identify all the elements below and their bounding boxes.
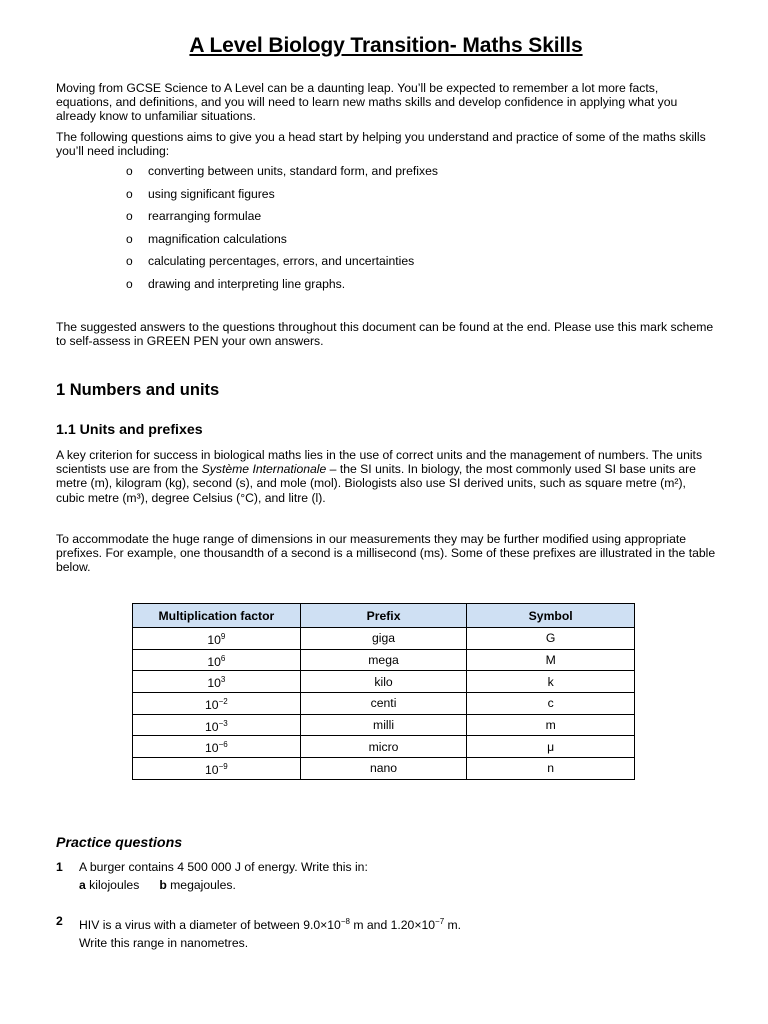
table-row — [133, 714, 635, 736]
table-row — [133, 649, 635, 671]
table-header-row — [133, 604, 635, 628]
skills-list — [56, 163, 716, 298]
prefix-cell: micro — [300, 736, 467, 758]
factor-cell: $10^9$ — [133, 628, 301, 650]
factor-cell: $10^6$ — [133, 649, 301, 671]
intro-paragraph-1: Moving from GCSE Science to A Level can be a daunting leap. You’ll be expected to remember a lot more facts, equations, and definitions, and you will need to learn new maths skills and develop confidence in applying what you already know to unfamiliar situations. — [56, 81, 678, 124]
prefix-table — [132, 603, 635, 780]
table-row — [133, 736, 635, 758]
prefix-cell: milli — [300, 714, 467, 736]
question-text: HIV is a virus with a diameter of between $9.0\times 10^{-8}$ m and $1.20\times 10^{-7}$ m. — [79, 917, 462, 933]
list-item: o using significant figures — [126, 186, 275, 201]
header-multiplication-factor: Multiplication factor — [133, 604, 301, 628]
bullet-marker: o — [126, 164, 133, 178]
answers-note-paragraph: The suggested answers to the questions throughout this document can be found at the end. Please use this mark scheme to self-assess in GREEN PEN your own answers. — [56, 320, 714, 349]
factor-cell: $10^{-3}$ — [133, 714, 301, 736]
factor-cell: $10^{-6}$ — [133, 736, 301, 758]
question-number: 2 — [56, 914, 63, 928]
bullet-marker: o — [126, 276, 133, 291]
bullet-marker: o — [126, 186, 133, 201]
symbol-cell: μ — [467, 736, 635, 758]
question-text: A burger contains 4 500 000 J of energy. Write this in: — [79, 860, 368, 874]
symbol-cell: m — [467, 714, 635, 736]
table-row — [133, 693, 635, 715]
factor-cell: $10^{-9}$ — [133, 758, 301, 780]
symbol-cell: k — [467, 671, 635, 693]
si-name-italic: Système Internationale — [201, 462, 327, 477]
page-title: A Level Biology Transition- Maths Skills — [189, 34, 583, 57]
units-paragraph: A key criterion for success in biological maths lies in the use of correct units and the management of numbers. The units scientists use are from the Système Internationale – the SI units. In biology, the most commonly used SI base units are metre (m), kilogram (kg), second (s), and mole (mol). Biologists also use SI derived units, such as square metre (m²), cubic metre (m³), degree Celsius (°C), and litre (l). — [56, 448, 703, 505]
symbol-cell: M — [467, 649, 635, 671]
table-row — [133, 758, 635, 780]
symbol-cell: c — [467, 693, 635, 715]
symbol-cell: n — [467, 758, 635, 780]
question-1 — [56, 859, 716, 894]
table-row — [133, 628, 635, 650]
header-prefix: Prefix — [300, 604, 467, 628]
header-symbol: Symbol — [467, 604, 635, 628]
prefix-cell: giga — [300, 628, 467, 650]
symbol-cell: G — [467, 628, 635, 650]
list-item: o calculating percentages, errors, and uncertainties — [126, 254, 415, 268]
prefix-cell: kilo — [300, 671, 467, 693]
factor-cell: $10^3$ — [133, 671, 301, 693]
question-parts: a kilojoules b megajoules. — [79, 877, 236, 892]
question-number: 1 — [56, 860, 63, 874]
bullet-marker: o — [126, 231, 133, 246]
prefix-cell: mega — [300, 649, 467, 671]
section-heading: 1 Numbers and units — [56, 381, 220, 399]
question-instruction: Write this range in nanometres. — [79, 935, 249, 950]
question-2 — [56, 913, 716, 952]
list-item: o magnification calculations — [126, 231, 287, 246]
list-item: o converting between units, standard form, and prefixes — [126, 164, 438, 178]
prefix-cell: nano — [300, 758, 467, 780]
practice-heading: Practice questions — [56, 835, 183, 851]
subsection-heading: 1.1 Units and prefixes — [56, 422, 203, 438]
bullet-marker: o — [126, 254, 133, 268]
factor-cell: $10^{-2}$ — [133, 693, 301, 715]
prefixes-paragraph: To accommodate the huge range of dimensions in our measurements they may be further modified using appropriate prefixes. For example, one thousandth of a second is a millisecond (ms). Some of these prefixes are illustrated in the table below. — [56, 532, 716, 575]
list-item: o drawing and interpreting line graphs. — [126, 276, 346, 291]
table-row — [133, 671, 635, 693]
intro-paragraph-2: The following questions aims to give you a head start by helping you understand and practice of some of the maths skills you’ll need including: — [56, 130, 706, 159]
list-item: o rearranging formulae — [126, 209, 262, 223]
prefix-cell: centi — [300, 693, 467, 715]
bullet-marker: o — [126, 209, 133, 223]
